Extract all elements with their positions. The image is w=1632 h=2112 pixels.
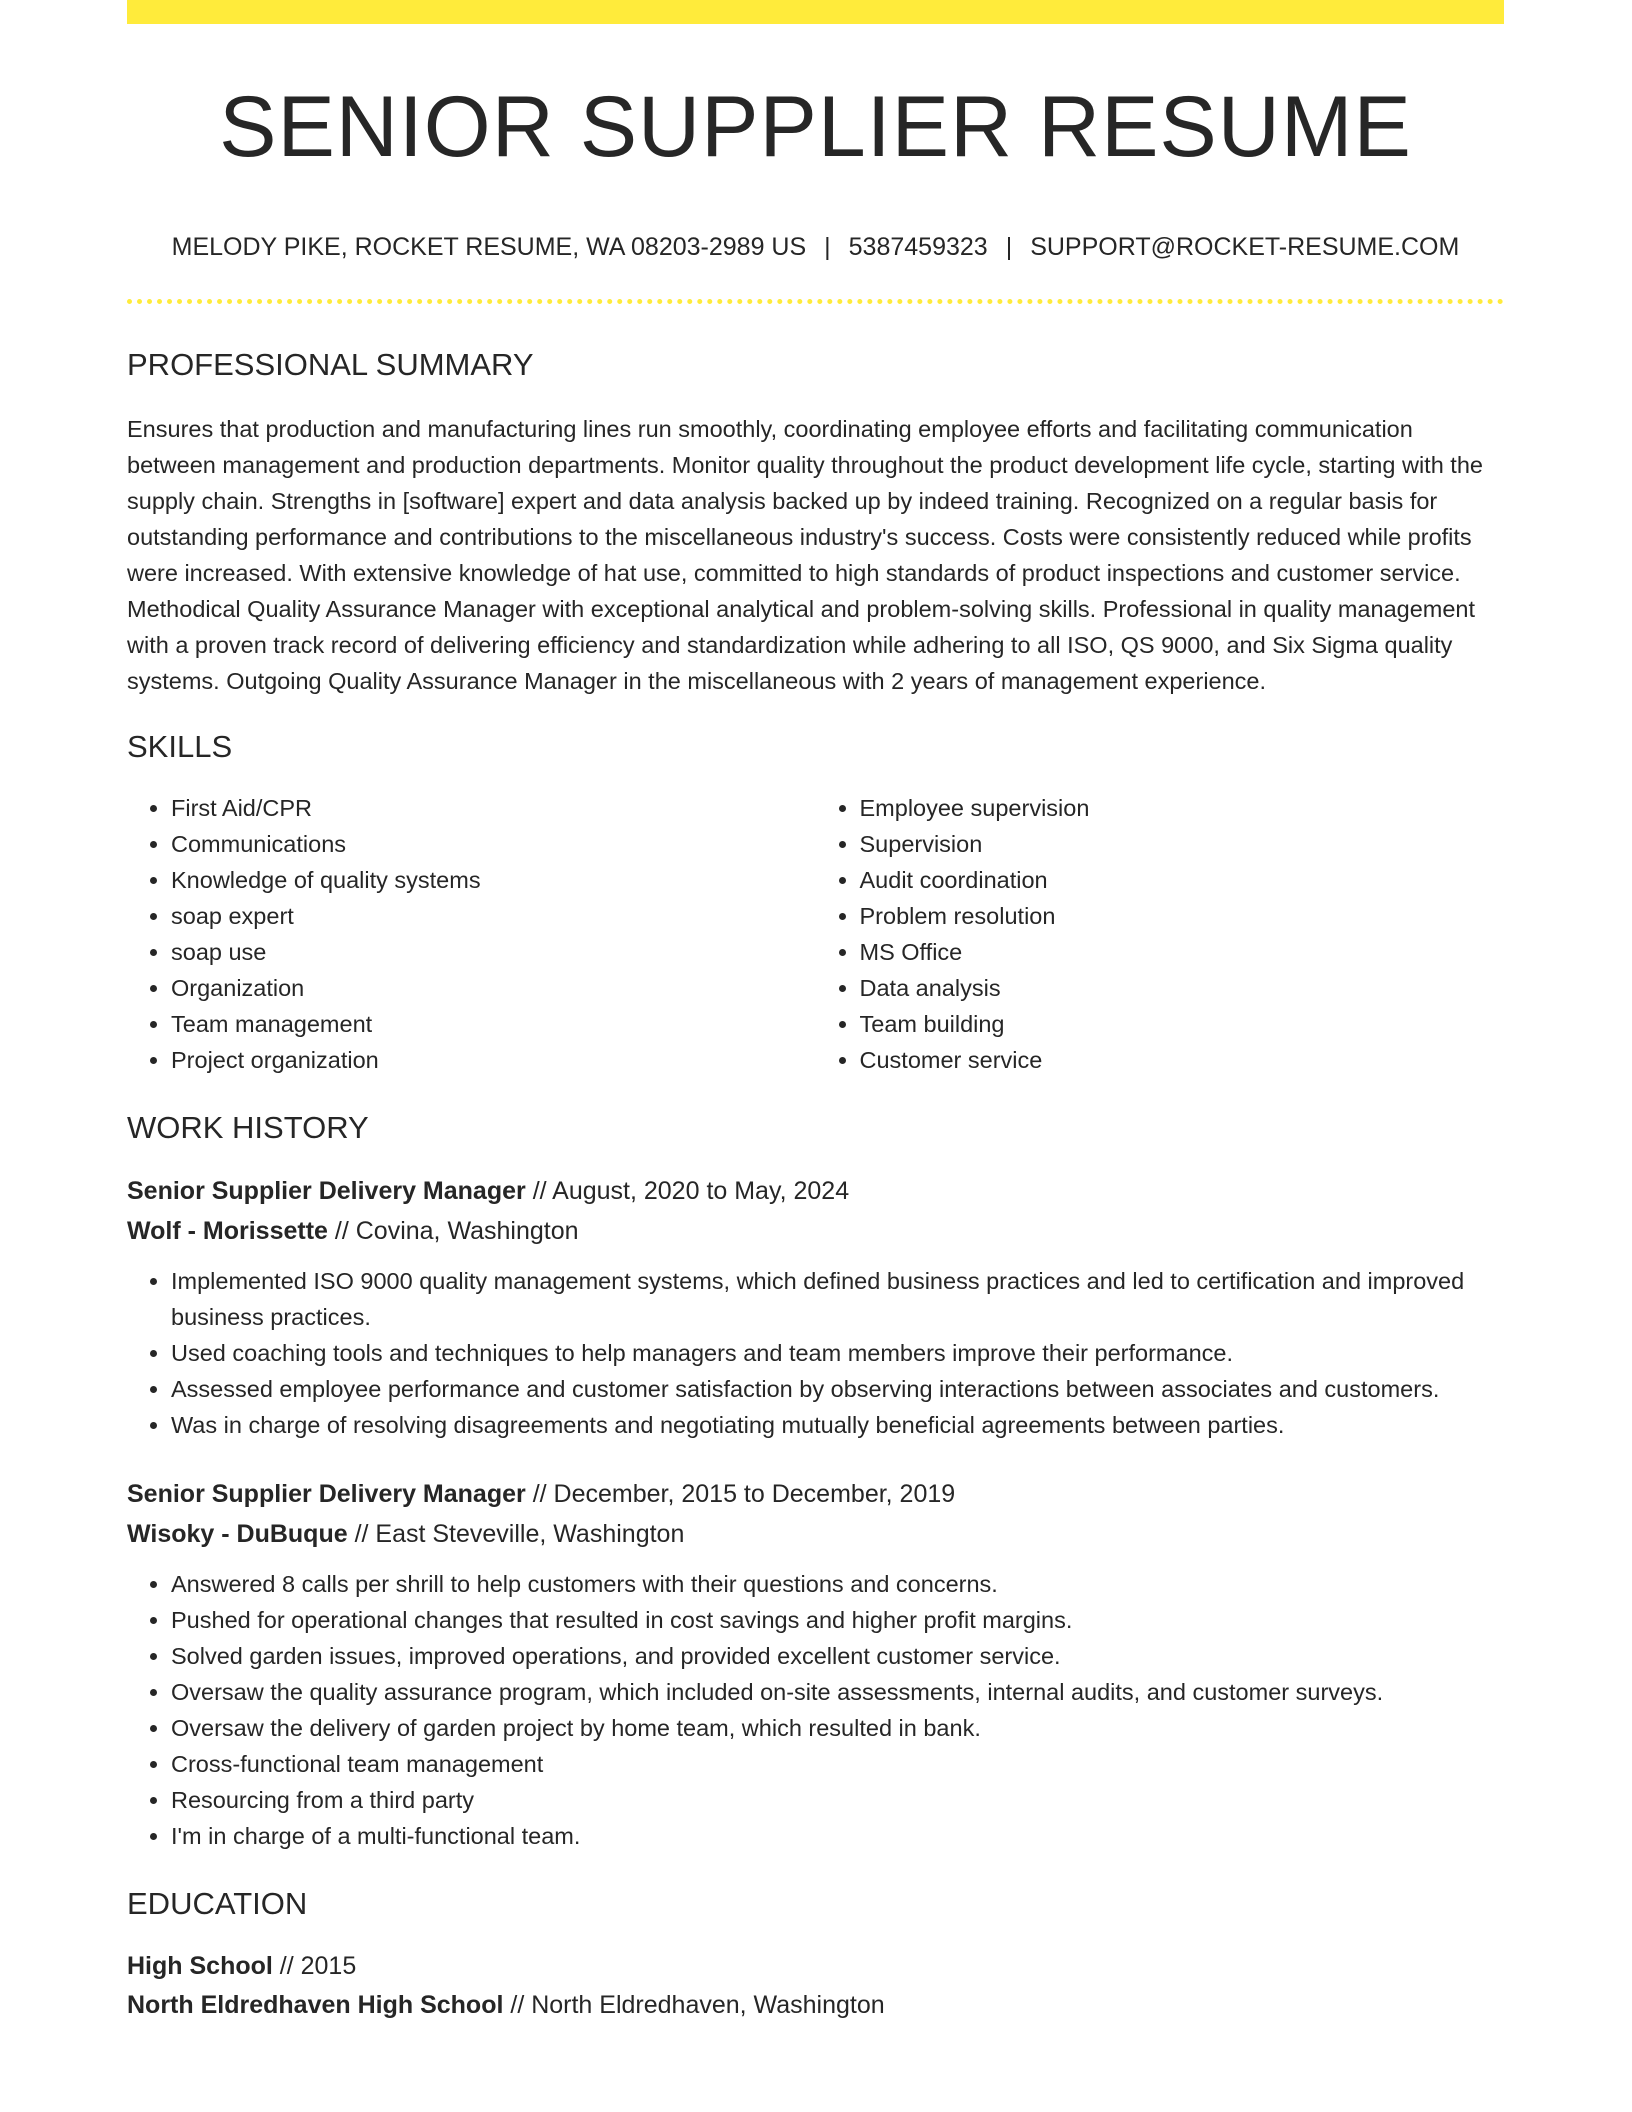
skill-item: • soap expert (171, 898, 816, 934)
skill-item: • Knowledge of quality systems (171, 862, 816, 898)
summary-heading: PROFESSIONAL SUMMARY (127, 346, 534, 382)
job-entry (127, 1171, 1504, 1443)
job-dates: // August, 2020 to May, 2024 (525, 1176, 850, 1205)
job-bullet: • Was in charge of resolving disagreements and negotiating mutually beneficial agreements between parties. (171, 1407, 1504, 1443)
skill-item: • Customer service (860, 1042, 1505, 1078)
skills-heading: SKILLS (127, 728, 233, 764)
education-location: // North Eldredhaven, Washington (503, 1990, 885, 2019)
skill-item: • Team building (860, 1006, 1505, 1042)
skill-item: • Project organization (171, 1042, 816, 1078)
skill-item: • Team management (171, 1006, 816, 1042)
skill-item: • Audit coordination (860, 862, 1505, 898)
accent-top-bar (127, 0, 1504, 24)
education-year: // 2015 (272, 1951, 357, 1980)
job-bullet: • I'm in charge of a multi-functional team. (171, 1818, 1504, 1854)
summary-text: Ensures that production and manufacturing lines run smoothly, coordinating employee efforts and facilitating communication between management and production departments. Monitor quality throughout the product development life cycle, starting with the supply chain. Strengths in [software] expert and data analysis backed up by indeed training. Recognized on a regular basis for outstanding performance and contributions to the miscellaneous industry's success. Costs were consistently reduced while profits were increased. With extensive knowledge of hat use, committed to high standards of product inspections and customer service. Methodical Quality Assurance Manager with exceptional analytical and problem-solving skills. Professional in quality management with a proven track record of delivering efficiency and standardization while adhering to all ISO, QS 9000, and Six Sigma quality systems. Outgoing Quality Assurance Manager in the miscellaneous with 2 years of management experience. (127, 415, 1483, 694)
header-divider (127, 299, 1504, 304)
job-bullets (127, 1263, 1504, 1443)
contact-separator: | (824, 232, 831, 261)
job-bullet: • Implemented ISO 9000 quality management systems, which defined business practices and led to certification and improved business practices. (171, 1263, 1504, 1335)
job-bullet: • Resourcing from a third party (171, 1782, 1504, 1818)
skill-item: • Data analysis (860, 970, 1505, 1006)
job-bullet: • Used coaching tools and techniques to help managers and team members improve their performance. (171, 1335, 1504, 1371)
contact-phone: 5387459323 (848, 232, 988, 261)
skill-item: • Communications (171, 826, 816, 862)
job-bullet: • Assessed employee performance and customer satisfaction by observing interactions between associates and customers. (171, 1371, 1504, 1407)
skill-item: • MS Office (860, 934, 1505, 970)
job-location: // East Steveville, Washington (347, 1519, 685, 1548)
job-location: // Covina, Washington (327, 1216, 579, 1245)
skill-item: • Supervision (860, 826, 1505, 862)
contact-line (127, 232, 1504, 261)
job-company: Wisoky - DuBuque (127, 1519, 348, 1548)
education-degree-line (127, 1947, 1504, 1986)
job-company: Wolf - Morissette (127, 1216, 328, 1245)
job-title-line (127, 1171, 1504, 1211)
education-degree: High School (127, 1951, 273, 1980)
job-bullet: • Solved garden issues, improved operations, and provided excellent customer service. (171, 1638, 1504, 1674)
skill-item: • soap use (171, 934, 816, 970)
job-title: Senior Supplier Delivery Manager (127, 1479, 526, 1508)
skill-item: • Problem resolution (860, 898, 1505, 934)
job-company-line (127, 1211, 1504, 1251)
skills-column-left (127, 790, 816, 1078)
education-heading: EDUCATION (127, 1885, 308, 1921)
skill-item: • Organization (171, 970, 816, 1006)
contact-separator: | (1005, 232, 1013, 261)
resume-title: SENIOR SUPPLIER RESUME (219, 79, 1412, 175)
job-bullet: • Cross-functional team management (171, 1746, 1504, 1782)
contact-address: MELODY PIKE, ROCKET RESUME, WA 08203-2989 US (171, 232, 807, 261)
skill-item: • First Aid/CPR (171, 790, 816, 826)
job-bullet: • Oversaw the delivery of garden project by home team, which resulted in bank. (171, 1710, 1504, 1746)
skills-column-right (816, 790, 1505, 1078)
skills-list (127, 790, 1504, 1078)
skill-item: • Employee supervision (860, 790, 1505, 826)
work-history-heading: WORK HISTORY (127, 1109, 369, 1145)
job-entry (127, 1474, 1504, 1854)
education-school-line (127, 1986, 1504, 2025)
job-bullet: • Pushed for operational changes that resulted in cost savings and higher profit margins. (171, 1602, 1504, 1638)
job-dates: // December, 2015 to December, 2019 (525, 1479, 956, 1508)
contact-email: SUPPORT@ROCKET-RESUME.COM (1030, 232, 1460, 261)
job-bullet: • Oversaw the quality assurance program, which included on-site assessments, internal audits, and customer surveys. (171, 1674, 1504, 1710)
education-school: North Eldredhaven High School (127, 1990, 504, 2019)
job-company-line (127, 1514, 1504, 1554)
job-title: Senior Supplier Delivery Manager (127, 1176, 526, 1205)
resume-page (127, 0, 1504, 2025)
job-bullet: • Answered 8 calls per shrill to help customers with their questions and concerns. (171, 1566, 1504, 1602)
job-title-line (127, 1474, 1504, 1514)
job-bullets (127, 1566, 1504, 1854)
